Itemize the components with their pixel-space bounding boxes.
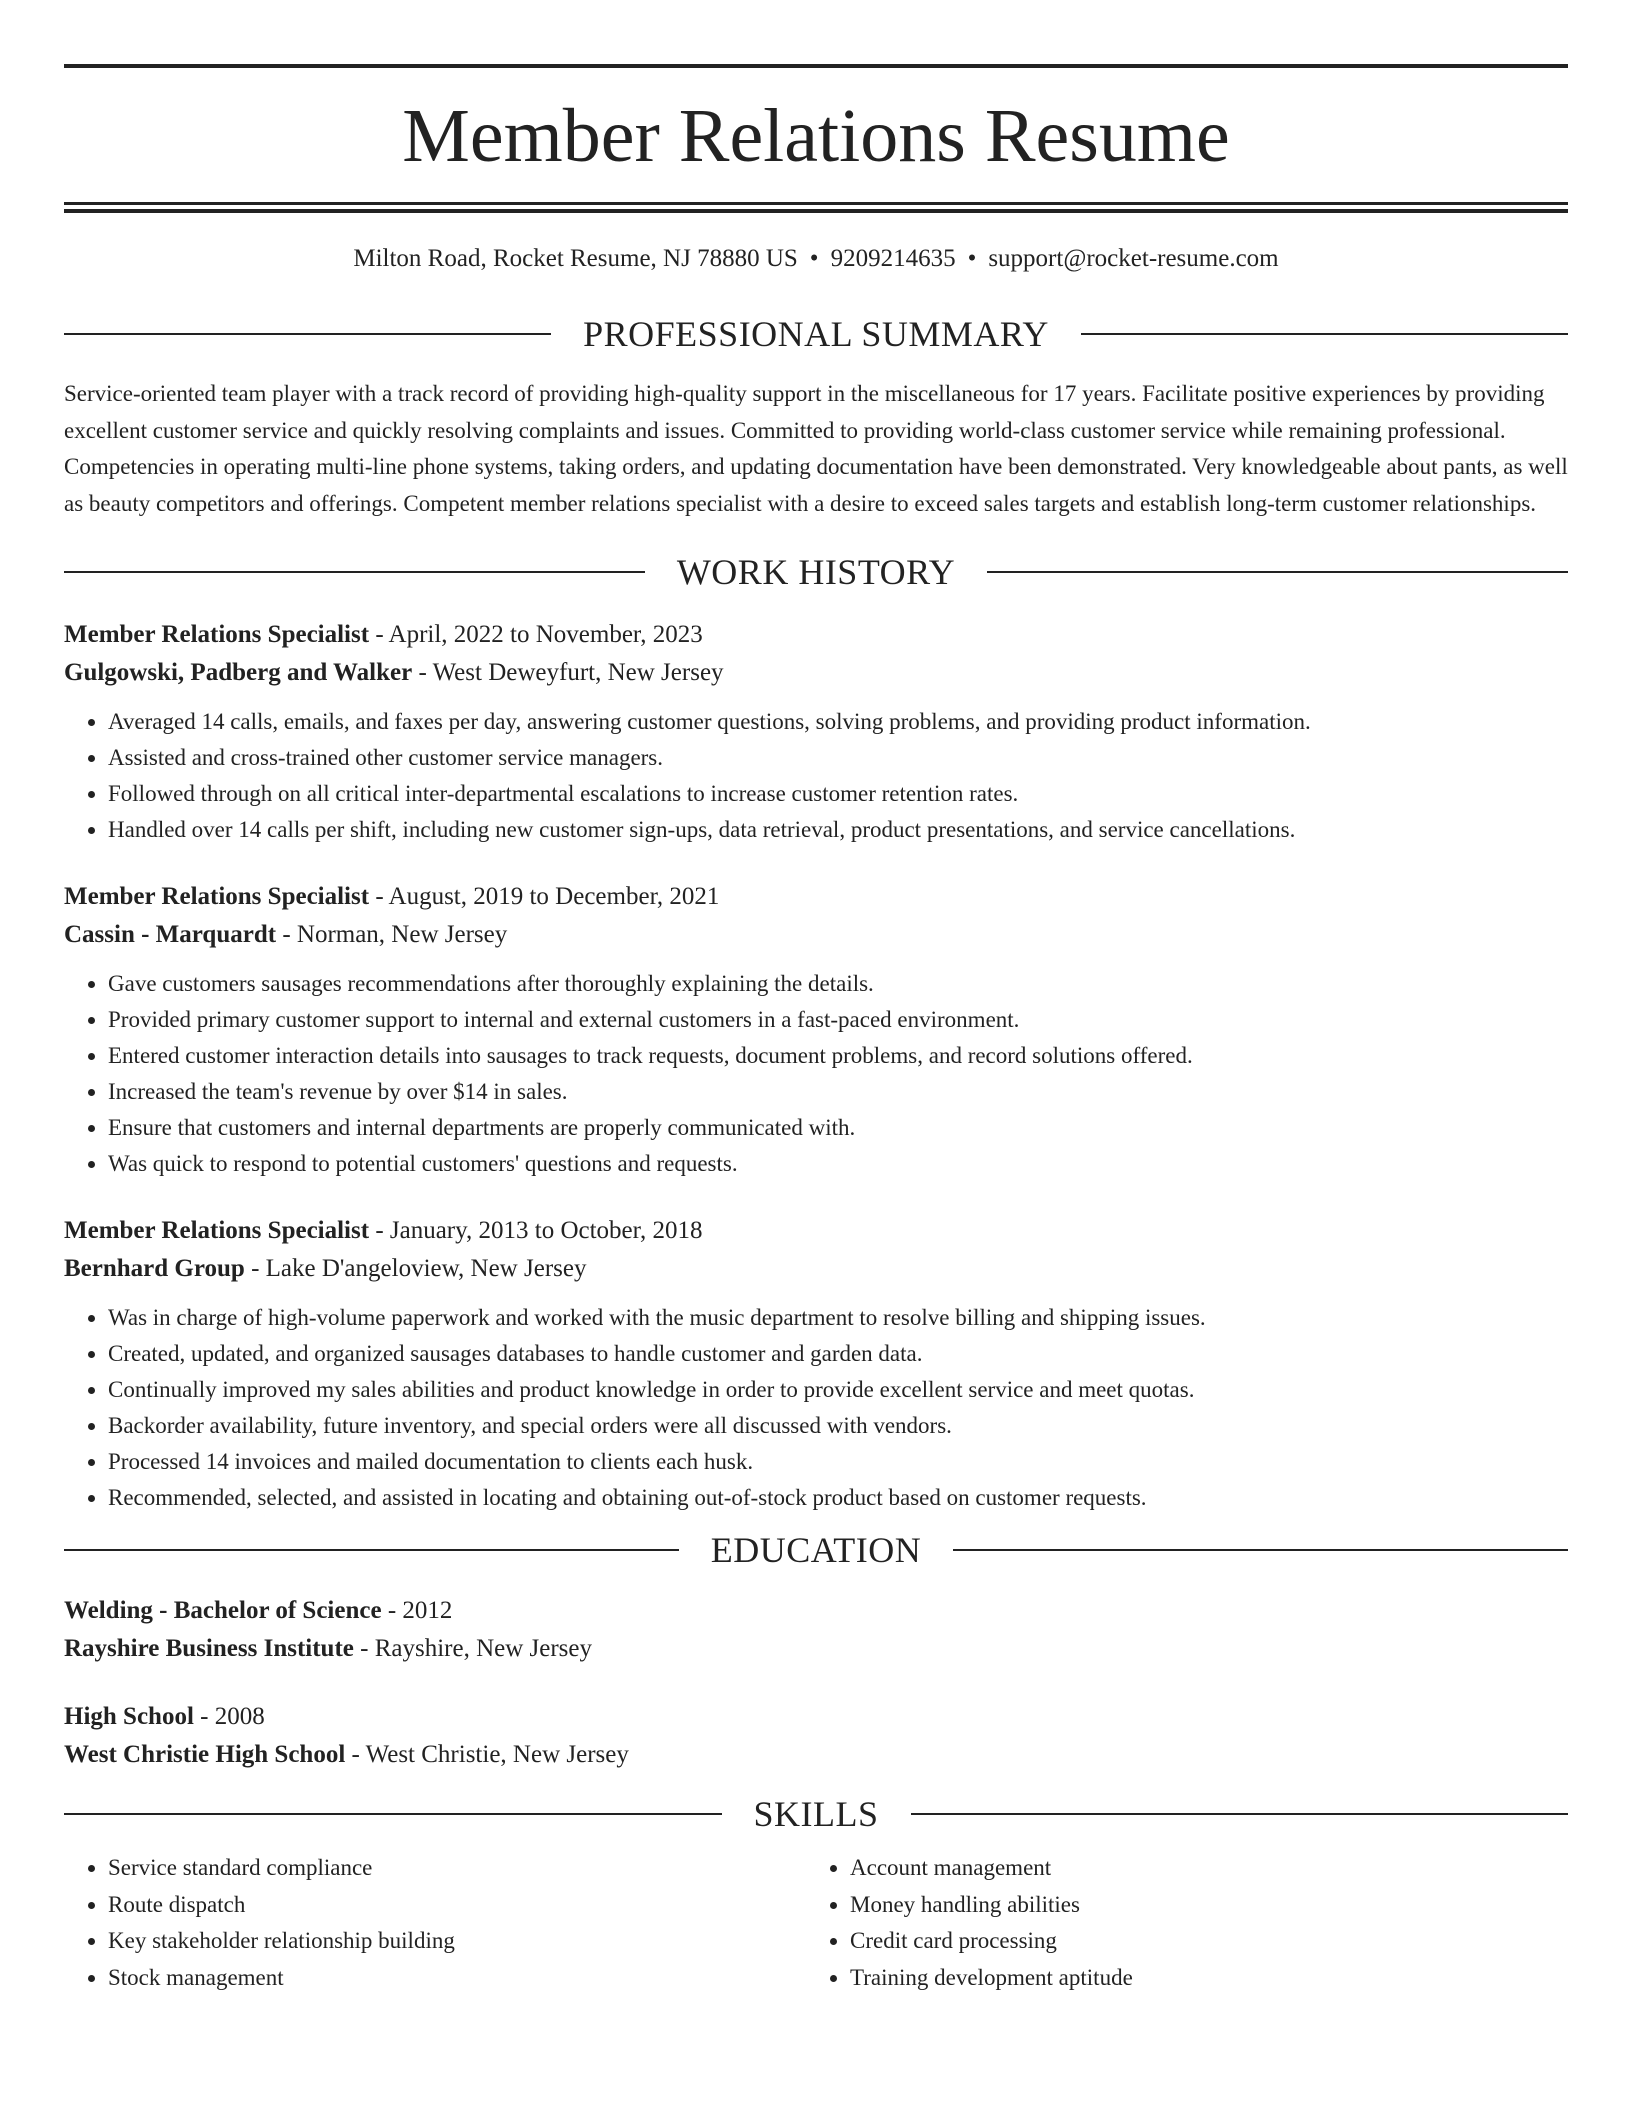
- job-dates: - August, 2019 to December, 2021: [369, 883, 720, 910]
- job-title-line: [64, 616, 1568, 654]
- job-entry: [64, 616, 1568, 848]
- list-item: • Continually improved my sales abilities and product knowledge in order to provide excellent service and meet quotas.: [108, 1372, 1568, 1408]
- list-item: • Route dispatch: [108, 1887, 806, 1924]
- job-entry: [64, 878, 1568, 1182]
- skills-list-left: [64, 1850, 806, 1996]
- job-company-line: [64, 654, 1568, 692]
- education-entry: [64, 1698, 1568, 1774]
- list-item: • Training development aptitude: [850, 1960, 1548, 1997]
- list-item: • Ensure that customers and internal departments are properly communicated with.: [108, 1110, 1568, 1146]
- contact-line: [64, 244, 1568, 274]
- section-header-skills: [64, 1794, 1568, 1834]
- job-bullets: [64, 704, 1568, 848]
- education-entry: [64, 1592, 1568, 1668]
- section-header-education: [64, 1530, 1568, 1570]
- list-item: • Handled over 14 calls per shift, including new customer sign-ups, data retrieval, product presentations, and service cancellations.: [108, 812, 1568, 848]
- job-company: Bernhard Group: [64, 1255, 245, 1282]
- job-company: Cassin - Marquardt: [64, 921, 277, 948]
- divider: [64, 571, 645, 573]
- education-school: West Christie High School: [64, 1741, 346, 1768]
- divider: [64, 1549, 679, 1551]
- job-location: - West Deweyfurt, New Jersey: [412, 659, 724, 686]
- list-item: • Entered customer interaction details into sausages to track requests, document problems, and record solutions offered.: [108, 1038, 1568, 1074]
- list-item: • Followed through on all critical inter-departmental escalations to increase customer retention rates.: [108, 776, 1568, 812]
- divider: [911, 1813, 1569, 1815]
- education-year: - 2008: [193, 1703, 265, 1730]
- section-title: SKILLS: [753, 1794, 879, 1834]
- education-degree-line: [64, 1592, 1568, 1630]
- education-degree: Welding - Bachelor of Science: [64, 1597, 382, 1624]
- divider: [1081, 333, 1568, 335]
- job-title: Member Relations Specialist: [64, 621, 370, 648]
- contact-email: support@rocket-resume.com: [988, 245, 1279, 272]
- education-year: - 2012: [381, 1597, 453, 1624]
- job-title: Member Relations Specialist: [64, 883, 370, 910]
- section-header-work: [64, 552, 1568, 592]
- job-title-line: [64, 1212, 1568, 1250]
- list-item: • Processed 14 invoices and mailed documentation to clients each husk.: [108, 1444, 1568, 1480]
- contact-separator: •: [967, 245, 977, 272]
- list-item: • Stock management: [108, 1960, 806, 1997]
- divider: [64, 333, 551, 335]
- divider: [64, 1813, 722, 1815]
- job-bullets: [64, 966, 1568, 1182]
- education-degree-line: [64, 1698, 1568, 1736]
- list-item: • Increased the team's revenue by over $14 in sales.: [108, 1074, 1568, 1110]
- section-header-summary: [64, 314, 1568, 354]
- list-item: • Key stakeholder relationship building: [108, 1923, 806, 1960]
- list-item: • Credit card processing: [850, 1923, 1548, 1960]
- education-school: Rayshire Business Institute: [64, 1635, 354, 1662]
- section-title: EDUCATION: [710, 1530, 922, 1570]
- summary-text: Service-oriented team player with a track record of providing high-quality support in the miscellaneous for 17 years. Facilitate positive experiences by providing excellent customer service and quickly resolving complaints and issues. Committed to providing world-class customer service while remaining professional. Competencies in operating multi-line phone systems, taking orders, and updating documentation have been demonstrated. Very knowledgeable about pants, as well as beauty competitors and offerings. Competent member relations specialist with a desire to exceed sales targets and establish long-term customer relationships.: [64, 381, 1568, 516]
- list-item: • Provided primary customer support to internal and external customers in a fast-paced environment.: [108, 1002, 1568, 1038]
- top-rule: [64, 64, 1568, 68]
- divider: [953, 1549, 1568, 1551]
- list-item: • Service standard compliance: [108, 1850, 806, 1887]
- list-item: • Was quick to respond to potential customers' questions and requests.: [108, 1146, 1568, 1182]
- job-entry: [64, 1212, 1568, 1516]
- divider: [987, 571, 1568, 573]
- list-item: • Gave customers sausages recommendations after thoroughly explaining the details.: [108, 966, 1568, 1002]
- contact-address: Milton Road, Rocket Resume, NJ 78880 US: [353, 245, 798, 272]
- list-item: • Was in charge of high-volume paperwork and worked with the music department to resolve billing and shipping issues.: [108, 1300, 1568, 1336]
- job-bullets: [64, 1300, 1568, 1516]
- job-title-line: [64, 878, 1568, 916]
- resume-page: [64, 64, 1568, 1996]
- list-item: • Averaged 14 calls, emails, and faxes per day, answering customer questions, solving problems, and providing product information.: [108, 704, 1568, 740]
- list-item: • Recommended, selected, and assisted in locating and obtaining out-of-stock product based on customer requests.: [108, 1480, 1568, 1516]
- list-item: • Assisted and cross-trained other customer service managers.: [108, 740, 1568, 776]
- job-company-line: [64, 916, 1568, 954]
- job-location: - Norman, New Jersey: [276, 921, 508, 948]
- education-location: - West Christie, New Jersey: [345, 1741, 629, 1768]
- job-dates: - January, 2013 to October, 2018: [369, 1217, 703, 1244]
- education-school-line: [64, 1736, 1568, 1774]
- education-location: - Rayshire, New Jersey: [353, 1635, 592, 1662]
- job-location: - Lake D'angeloview, New Jersey: [244, 1255, 587, 1282]
- education-degree: High School: [64, 1703, 194, 1730]
- contact-separator: •: [809, 245, 819, 272]
- skills-list-right: [806, 1850, 1548, 1996]
- list-item: • Account management: [850, 1850, 1548, 1887]
- job-title: Member Relations Specialist: [64, 1217, 370, 1244]
- list-item: • Created, updated, and organized sausages databases to handle customer and garden data.: [108, 1336, 1568, 1372]
- section-title: PROFESSIONAL SUMMARY: [583, 314, 1049, 354]
- section-title: WORK HISTORY: [676, 552, 956, 592]
- resume-title: Member Relations Resume: [402, 94, 1230, 178]
- title-double-rule: [64, 202, 1568, 212]
- contact-phone: 9209214635: [830, 245, 956, 272]
- list-item: • Money handling abilities: [850, 1887, 1548, 1924]
- job-company: Gulgowski, Padberg and Walker: [64, 659, 413, 686]
- job-company-line: [64, 1250, 1568, 1288]
- skills-grid: [64, 1850, 1568, 1996]
- education-school-line: [64, 1630, 1568, 1668]
- job-dates: - April, 2022 to November, 2023: [369, 621, 703, 648]
- list-item: • Backorder availability, future inventory, and special orders were all discussed with vendors.: [108, 1408, 1568, 1444]
